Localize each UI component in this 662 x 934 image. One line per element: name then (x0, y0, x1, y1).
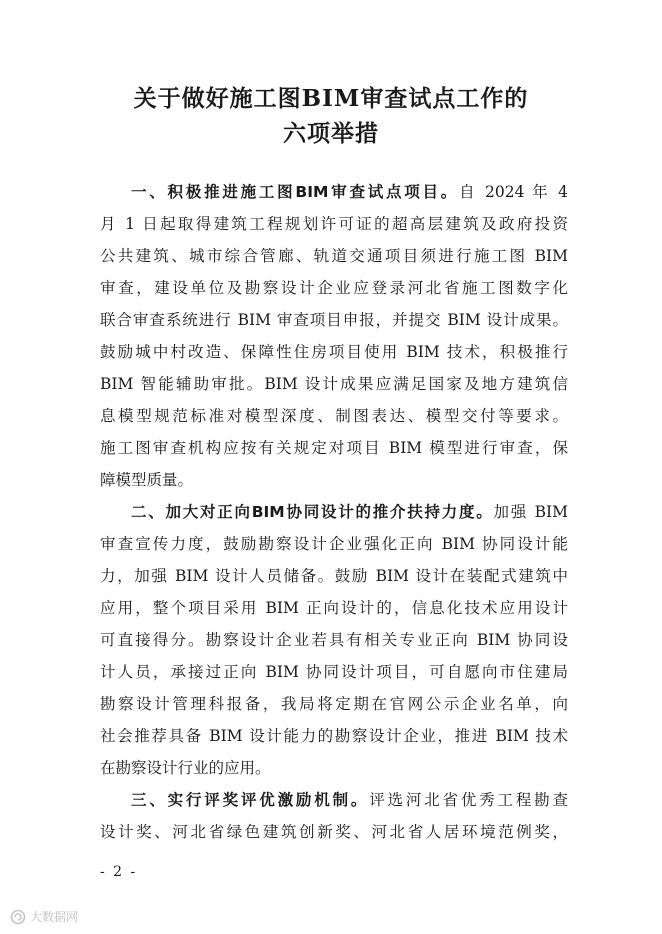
section-1-line: 障模型质量。 (100, 471, 194, 489)
section-2-heading: 二、加大对正向BIM协同设计的推介扶持力度。 (131, 503, 494, 521)
section-2-line: 勘察设计管理科报备，我局将定期在官网公示企业名单，向 (100, 695, 568, 713)
page-number: - 2 - (100, 864, 138, 880)
watermark-logo-icon (10, 909, 26, 925)
section-1-line: 审查，建设单位及勘察设计企业应登录河北省施工图数字化 (100, 279, 568, 297)
document-title-line2: 六项举措 (283, 120, 379, 147)
watermark (10, 908, 78, 925)
section-1-line: 月 1 日起取得建筑工程规划许可证的超高层建筑及政府投资 (100, 215, 568, 233)
section-2-line: 在勘察设计行业的应用。 (100, 759, 271, 777)
section-2-first-line (131, 496, 568, 528)
section-1-heading: 一、积极推进施工图BIM审查试点项目。 (131, 183, 460, 201)
document-title-line1: 关于做好施工图BIM审查试点工作的 (133, 85, 529, 112)
section-3-heading: 三、实行评奖评优激励机制。 (131, 791, 370, 809)
section-2-line: 应用，整个项目采用 BIM 正向设计的，信息化技术应用设计 (100, 599, 568, 617)
section-3-line: 设计奖、河北省绿色建筑创新奖、河北省人居环境范例奖， (100, 823, 568, 841)
watermark-text: 大数据网 (30, 910, 79, 924)
section-2-text: 加强 BIM (493, 503, 569, 521)
section-1-first-line (131, 176, 568, 208)
section-1-line: 公共建筑、城市综合管廊、轨道交通项目须进行施工图 BIM (100, 247, 568, 265)
section-1-text: 自 2024 年 4 (459, 183, 568, 201)
section-2-line: 社会推荐具备 BIM 设计能力的勘察设计企业，推进 BIM 技术 (100, 727, 568, 745)
section-1-line: BIM 智能辅助审批。BIM 设计成果应满足国家及地方建筑信 (100, 375, 568, 393)
section-3-first-line (131, 784, 568, 816)
section-1-line: 施工图审查机构应按有关规定对项目 BIM 模型进行审查，保 (100, 439, 568, 457)
section-1-line: 联合审查系统进行 BIM 审查项目申报，并提交 BIM 设计成果。 (100, 311, 568, 329)
section-2-line: 审查宣传力度，鼓励勘察设计企业强化正向 BIM 协同设计能 (100, 535, 568, 553)
section-3-text: 评选河北省优秀工程勘查 (369, 791, 568, 809)
section-2-line: 力，加强 BIM 设计人员储备。鼓励 BIM 设计在装配式建筑中 (100, 567, 568, 585)
section-2-line: 可直接得分。勘察设计企业若具有相关专业正向 BIM 协同设 (100, 631, 568, 649)
section-1-line: 息模型规范标准对模型深度、制图表达、模型交付等要求。 (100, 407, 568, 425)
section-1-line: 鼓励城中村改造、保障性住房项目使用 BIM 技术，积极推行 (100, 343, 568, 361)
section-2-line: 计人员，承接过正向 BIM 协同设计项目，可自愿向市住建局 (100, 663, 568, 681)
